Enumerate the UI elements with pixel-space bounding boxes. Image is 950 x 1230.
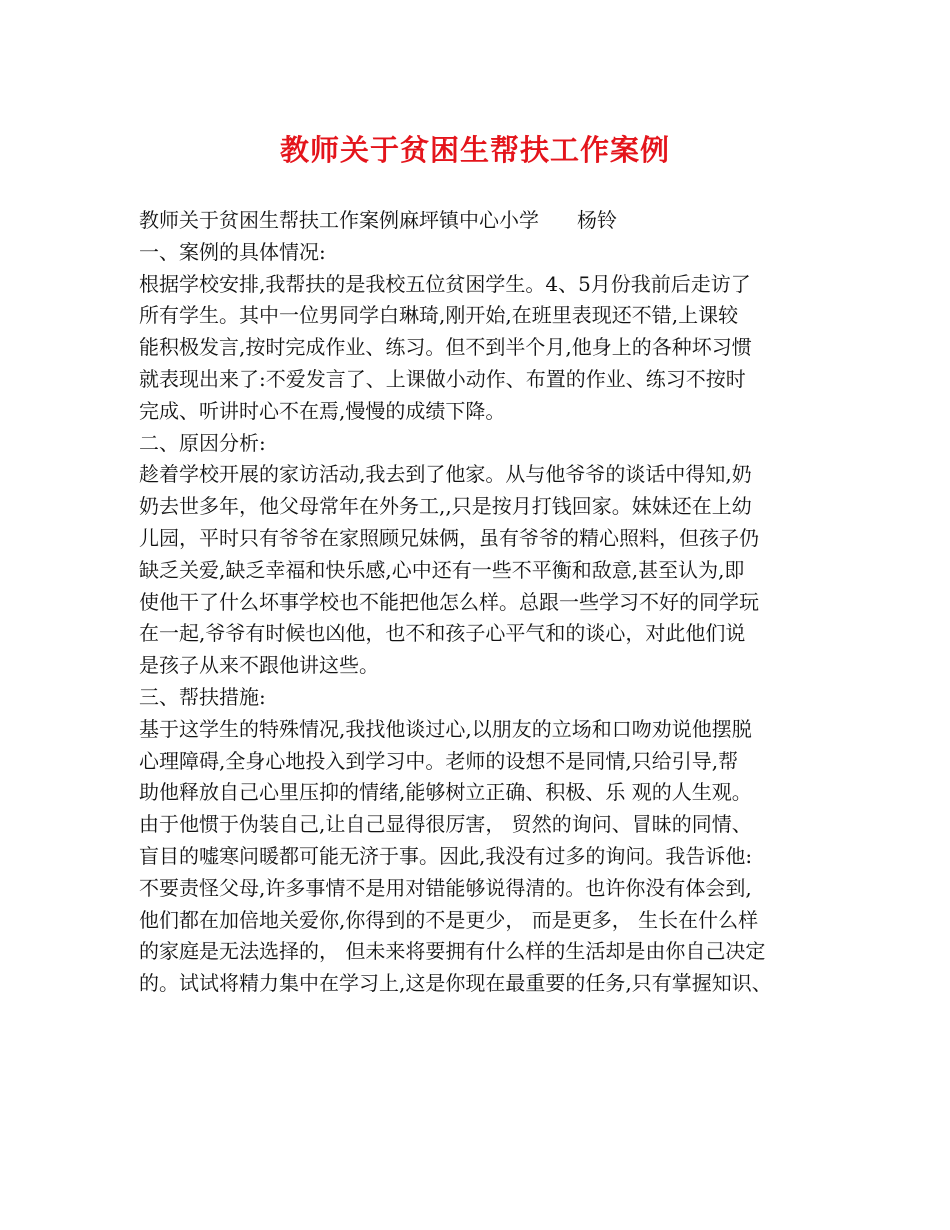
paragraph-line: 就表现出来了:不爱发言了、上课做小动作、布置的作业、练习不按时 [139, 366, 746, 391]
paragraph-line: 趁着学校开展的家访活动,我去到了他家。从与他爷爷的谈话中得知,奶 [139, 462, 752, 487]
paragraph-line: 缺乏关爱,缺乏幸福和快乐感,心中还有一些不平衡和敌意,甚至认为,即 [139, 557, 745, 582]
paragraph-line: 根据学校安排,我帮扶的是我校五位贫困学生。4、5月份我前后走访了 [139, 271, 751, 296]
paragraph-line: 心理障碍,全身心地投入到学习中。老师的设想不是同情,只给引导,帮 [139, 748, 739, 773]
byline-text: 教师关于贫困生帮扶工作案例麻坪镇中心小学 [139, 208, 539, 232]
section-heading-2: 二、原因分析: [139, 430, 266, 455]
paragraph-line: 是孩子从来不跟他讲这些。 [139, 653, 379, 678]
byline [139, 205, 829, 237]
document-body [139, 205, 829, 1000]
paragraph-line: 在一起,爷爷有时候也凶他，也不和孩子心平气和的谈心，对此他们说 [139, 621, 746, 646]
paragraph-line: 儿园，平时只有爷爷在家照顾兄妹俩，虽有爷爷的精心照料，但孩子仍 [139, 525, 759, 550]
author-name: 杨铃 [577, 208, 617, 232]
paragraph-line: 不要责怪父母,许多事情不是用对错能够说得清的。也许你没有体会到, [139, 875, 752, 900]
paragraph-line: 能积极发言,按时完成作业、练习。但不到半个月,他身上的各种坏习惯 [139, 335, 752, 360]
section-heading-3: 三、帮扶措施: [139, 684, 266, 709]
paragraph-line: 所有学生。其中一位男同学白琳琦,刚开始,在班里表现还不错,上课较 [139, 303, 739, 328]
paragraph-line: 奶去世多年，他父母常年在外务工,,只是按月打钱回家。妹妹还在上幼 [139, 494, 752, 519]
document-title: 教师关于贫困生帮扶工作案例 [279, 133, 670, 167]
paragraph-line: 助他释放自己心里压抑的情绪,能够树立正确、积极、乐 观的人生观。 [139, 780, 752, 805]
paragraph-line: 使他干了什么坏事学校也不能把他怎么样。总跟一些学习不好的同学玩 [139, 589, 759, 614]
paragraph-line: 他们都在加倍地关爱你,你得到的不是更少， 而是更多， 生长在什么样 [139, 907, 759, 932]
paragraph-line: 盲目的嘘寒问暖都可能无济于事。因此,我没有过多的询问。我告诉他: [139, 843, 753, 868]
section-heading-1: 一、案例的具体情况: [139, 239, 326, 264]
paragraph-line: 的家庭是无法选择的， 但未来将要拥有什么样的生活却是由你自己决定 [139, 939, 766, 964]
paragraph-line: 基于这学生的特殊情况,我找他谈过心,以朋友的立场和口吻劝说他摆脱 [139, 716, 752, 741]
paragraph-line: 的。试试将精力集中在学习上,这是你现在最重要的任务,只有掌握知识、 [139, 971, 772, 996]
paragraph-line: 完成、听讲时心不在焉,慢慢的成绩下降。 [139, 398, 506, 423]
paragraph-line: 由于他惯于伪装自己,让自己显得很厉害， 贸然的询问、冒昧的同情、 [139, 812, 752, 837]
